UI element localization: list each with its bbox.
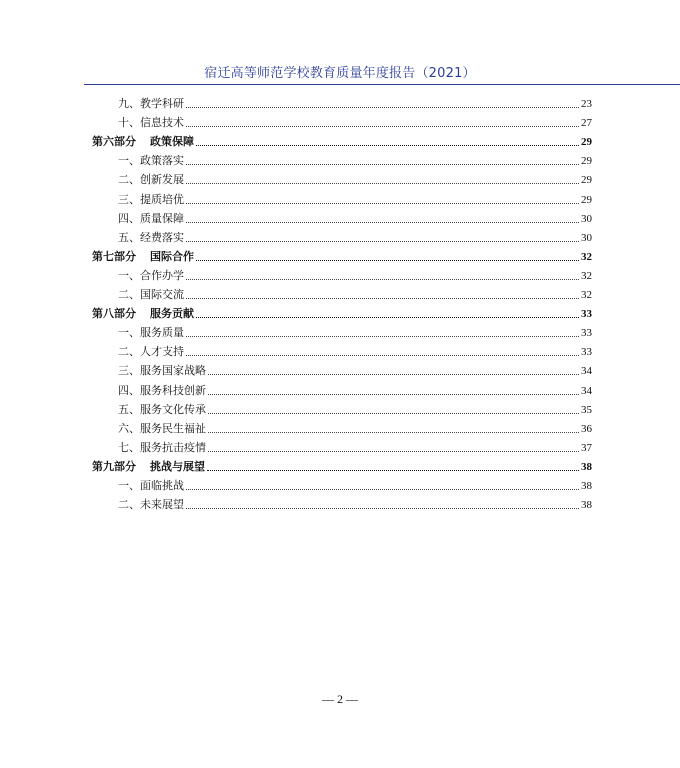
- toc-label: 一、合作办学: [118, 268, 184, 282]
- toc-section-row[interactable]: [92, 111, 592, 130]
- toc-label: [92, 307, 194, 321]
- toc-part-number: 第九部分: [92, 459, 136, 473]
- toc-page-number: 30: [581, 231, 592, 244]
- toc-page-number: 34: [581, 365, 592, 378]
- toc-dot-leader: [208, 413, 579, 414]
- toc-page-number: 32: [581, 289, 592, 301]
- toc-page-number: 38: [581, 499, 592, 512]
- toc-label: 三、提质培优: [118, 192, 184, 206]
- toc-part-row[interactable]: [92, 245, 592, 264]
- toc-label: 二、创新发展: [118, 173, 184, 187]
- toc-page-number: 35: [581, 403, 592, 416]
- toc-label: 七、服务抗击疫情: [118, 440, 206, 454]
- toc-part-row[interactable]: [92, 302, 592, 321]
- toc-page-number: 33: [581, 327, 592, 340]
- toc-page-number: 23: [581, 98, 592, 110]
- toc-page-number: 32: [581, 269, 592, 282]
- toc-section-row[interactable]: [92, 398, 592, 417]
- toc-label: 十、信息技术: [118, 116, 184, 130]
- toc-label: 三、服务国家战略: [118, 364, 206, 378]
- toc-page-number: 38: [581, 480, 592, 492]
- toc-section-row[interactable]: [92, 264, 592, 283]
- toc-page-number: 34: [581, 384, 592, 397]
- toc-section-row[interactable]: [92, 359, 592, 378]
- toc-dot-leader: [186, 241, 579, 242]
- toc-label: 一、面临挑战: [118, 479, 184, 492]
- toc-dot-leader: [186, 355, 579, 356]
- toc-dot-leader: [186, 336, 579, 337]
- toc-section-row[interactable]: [92, 168, 592, 187]
- toc-dot-leader: [196, 145, 579, 146]
- toc-page-number: 33: [581, 346, 592, 359]
- toc-dot-leader: [186, 298, 579, 299]
- toc-label: 六、服务民生福祉: [118, 421, 206, 435]
- toc-dot-leader: [196, 317, 579, 318]
- toc-section-row[interactable]: [92, 207, 592, 226]
- toc-section-row[interactable]: [92, 417, 592, 436]
- toc-dot-leader: [186, 508, 579, 509]
- toc-part-number: 第六部分: [92, 135, 136, 149]
- toc-dot-leader: [186, 164, 579, 165]
- toc-part-title: 政策保障: [150, 135, 194, 149]
- toc-dot-leader: [186, 183, 579, 184]
- toc-part-row[interactable]: [92, 455, 592, 474]
- toc-page-number: 36: [581, 422, 592, 435]
- toc-dot-leader: [208, 432, 579, 433]
- toc-dot-leader: [186, 126, 579, 127]
- toc-section-row[interactable]: [92, 474, 592, 493]
- toc-page-number: 29: [581, 193, 592, 206]
- toc-dot-leader: [208, 451, 579, 452]
- toc-part-title: 挑战与展望: [150, 459, 205, 473]
- toc-page-number: 27: [581, 117, 592, 130]
- toc-section-row[interactable]: [92, 149, 592, 168]
- toc-dot-leader: [186, 279, 579, 280]
- toc-page-number: 32: [581, 250, 592, 263]
- toc-part-title: 服务贡献: [150, 307, 194, 321]
- toc-label: 一、服务质量: [118, 326, 184, 340]
- toc-label: [92, 460, 205, 474]
- toc-label: 四、服务科技创新: [118, 383, 206, 397]
- toc-dot-leader: [186, 107, 579, 108]
- toc-label: 五、经费落实: [118, 230, 184, 244]
- toc-section-row[interactable]: [92, 283, 592, 302]
- toc-label: 九、教学科研: [118, 97, 184, 110]
- toc-page-number: 29: [581, 136, 592, 149]
- toc-dot-leader: [207, 470, 579, 471]
- toc-page-number: 38: [581, 460, 592, 473]
- toc-label: 二、国际交流: [118, 288, 184, 301]
- toc-section-row[interactable]: [92, 92, 592, 111]
- toc-label: 二、人才支持: [118, 345, 184, 359]
- toc-page-number: 29: [581, 155, 592, 168]
- toc-part-number: 第八部分: [92, 307, 136, 321]
- toc-section-row[interactable]: [92, 226, 592, 245]
- toc-dot-leader: [208, 394, 579, 395]
- toc-section-row[interactable]: [92, 340, 592, 359]
- toc-label: [92, 250, 194, 264]
- toc-part-number: 第七部分: [92, 249, 136, 263]
- toc-section-row[interactable]: [92, 493, 592, 512]
- toc-page-number: 33: [581, 308, 592, 321]
- toc-page-number: 29: [581, 174, 592, 187]
- header-title: 宿迁高等师范学校教育质量年度报告（2021）: [204, 66, 476, 81]
- toc-section-row[interactable]: [92, 188, 592, 207]
- toc-section-row[interactable]: [92, 436, 592, 455]
- toc-section-row[interactable]: [92, 379, 592, 398]
- toc-dot-leader: [186, 203, 579, 204]
- toc-label: [92, 135, 194, 149]
- toc-dot-leader: [208, 374, 579, 375]
- toc-part-title: 国际合作: [150, 249, 194, 263]
- toc-label: 五、服务文化传承: [118, 402, 206, 416]
- toc-label: 二、未来展望: [118, 498, 184, 512]
- toc-page-number: 37: [581, 441, 592, 454]
- toc-section-row[interactable]: [92, 321, 592, 340]
- page-number: — 2 —: [322, 692, 358, 706]
- toc-dot-leader: [186, 222, 579, 223]
- toc-dot-leader: [186, 489, 579, 490]
- toc-page-number: 30: [581, 212, 592, 225]
- toc-part-row[interactable]: [92, 130, 592, 149]
- header-rule: [84, 84, 680, 85]
- toc-label: 一、政策落实: [118, 154, 184, 168]
- toc-dot-leader: [196, 260, 579, 261]
- toc-label: 四、质量保障: [118, 211, 184, 225]
